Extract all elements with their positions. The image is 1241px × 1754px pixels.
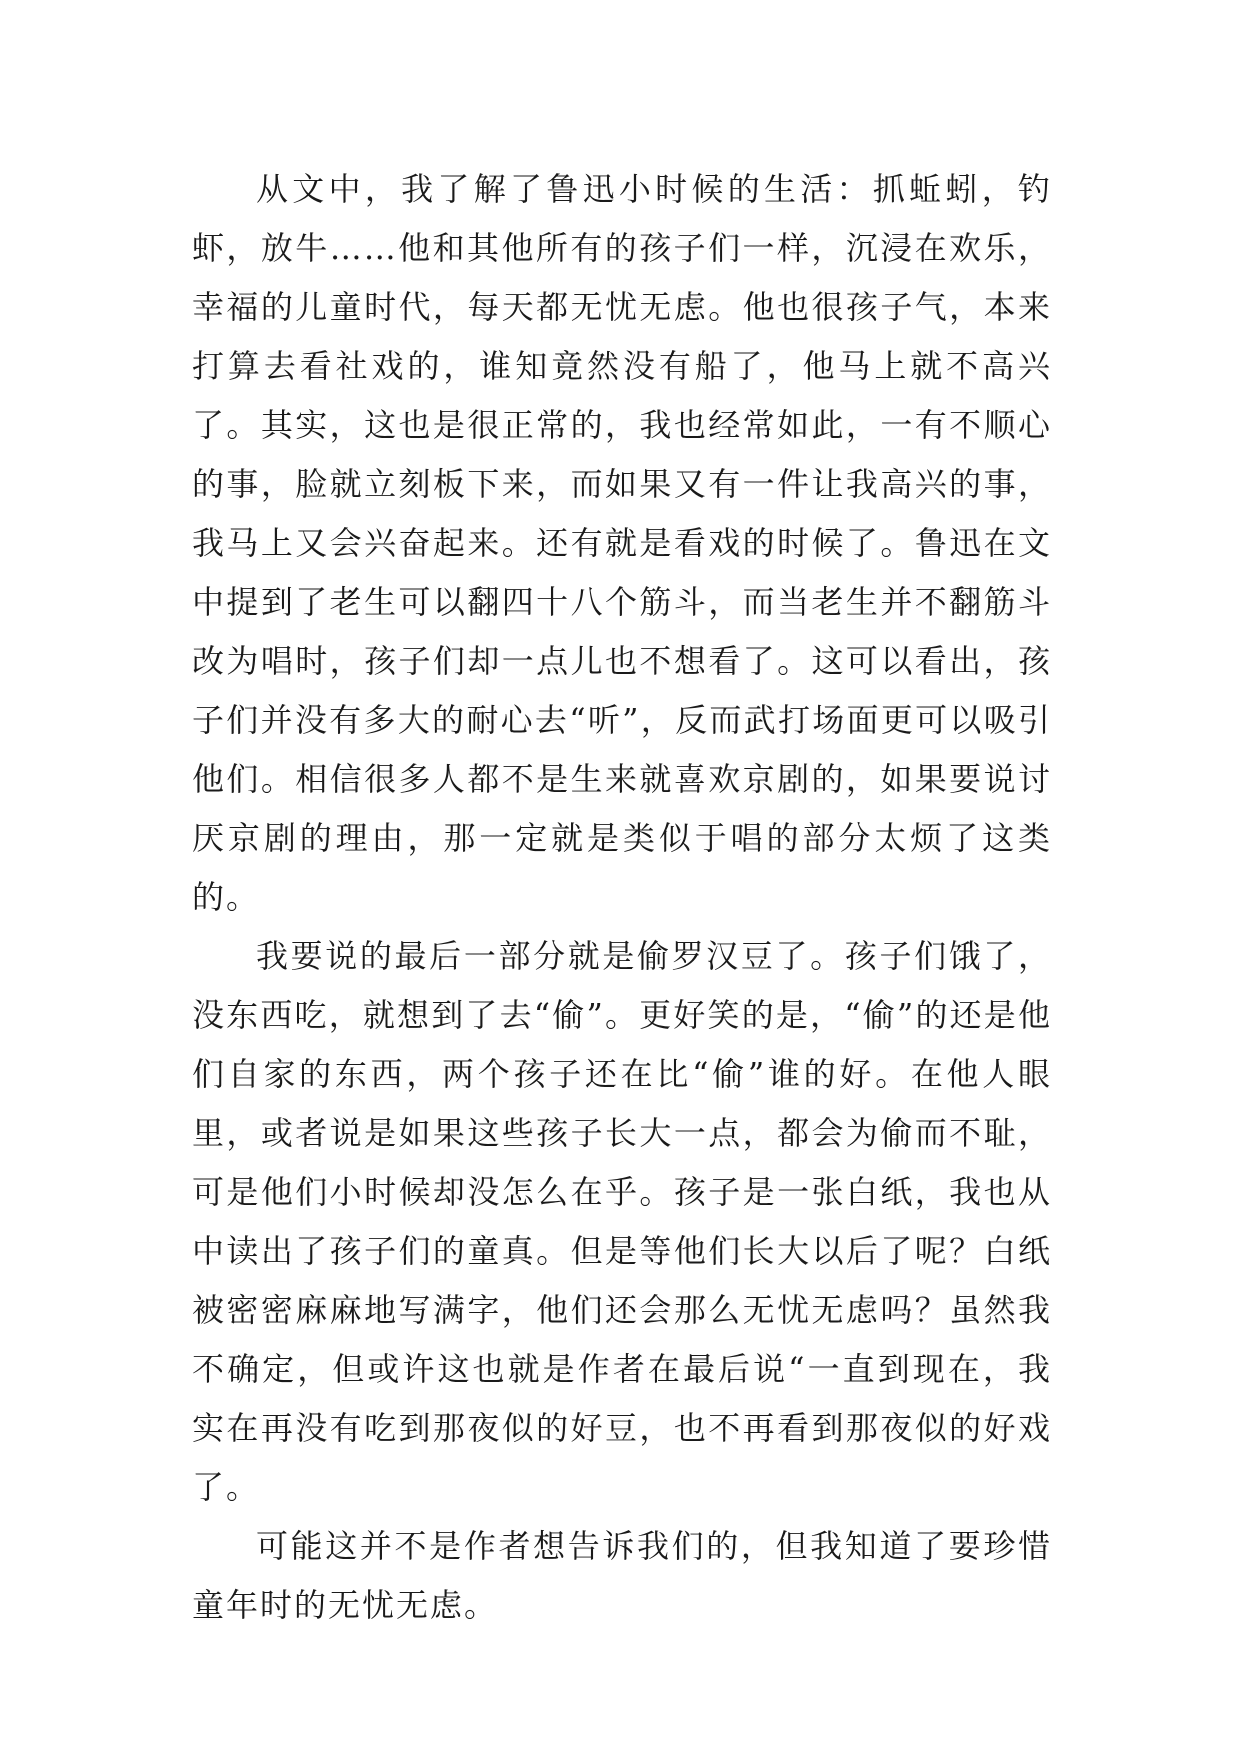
paragraph-1: 从文中，我了解了鲁迅小时候的生活：抓蚯蚓，钓虾，放牛……他和其他所有的孩子们一样，沉浸在欢乐，幸福的儿童时代，每天都无忧无虑。他也很孩子气，本来打算去看社戏的，谁知竟然没有船了，他马上就不高兴了。其实，这也是很正常的，我也经常如此，一有不顺心的事，脸就立刻板下来，而如果又有一件让我高兴的事，我马上又会兴奋起来。还有就是看戏的时候了。鲁迅在文中提到了老生可以翻四十八个筋斗，而当老生并不翻筋斗改为唱时，孩子们却一点儿也不想看了。这可以看出，孩子们并没有多大的耐心去“听”，反而武打场面更可以吸引他们。相信很多人都不是生来就喜欢京剧的，如果要说讨厌京剧的理由，那一定就是类似于唱的部分太烦了这类的。 <box>192 170 1052 916</box>
paragraph-3: 可能这并不是作者想告诉我们的，但我知道了要珍惜童年时的无忧无虑。 <box>192 1527 1052 1624</box>
document-body <box>192 160 1052 1635</box>
paragraph-2: 我要说的最后一部分就是偷罗汉豆了。孩子们饿了，没东西吃，就想到了去“偷”。更好笑的是，“偷”的还是他们自家的东西，两个孩子还在比“偷”谁的好。在他人眼里，或者说是如果这些孩子长大一点，都会为偷而不耻，可是他们小时候却没怎么在乎。孩子是一张白纸，我也从中读出了孩子们的童真。但是等他们长大以后了呢？白纸被密密麻麻地写满字，他们还会那么无忧无虑吗？虽然我不确定，但或许这也就是作者在最后说“一直到现在，我实在再没有吃到那夜似的好豆，也不再看到那夜似的好戏了。 <box>192 937 1052 1506</box>
